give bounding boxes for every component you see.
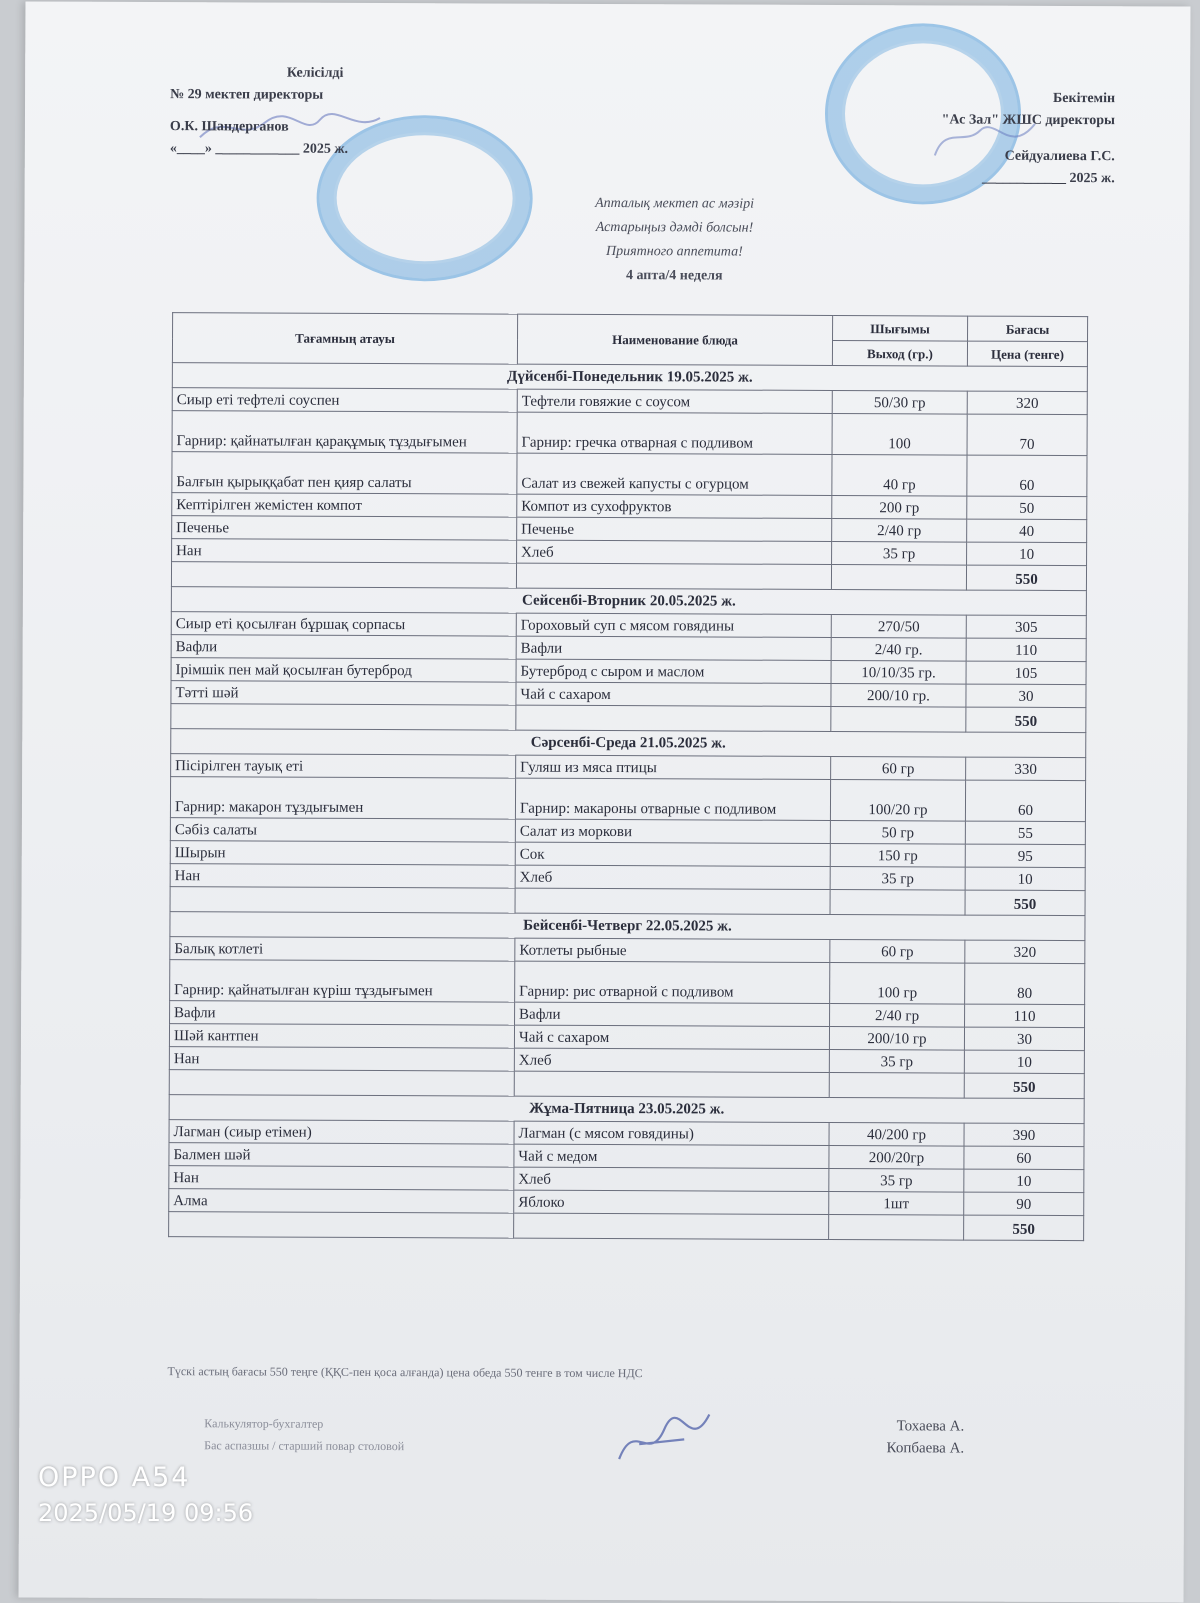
dish-yield: 100 гр — [830, 962, 965, 1004]
dish-yield: 35 гр — [832, 541, 967, 565]
dish-name-ru: Хлеб — [515, 865, 830, 889]
signer-role: Бас аспазшы / старший повар столовой — [204, 1438, 405, 1454]
dish-price: 60 — [967, 455, 1087, 497]
empty-cell — [829, 1214, 964, 1240]
dish-yield: 35 гр — [829, 1049, 964, 1073]
menu-table-body — [169, 363, 1088, 1241]
empty-cell — [169, 1212, 514, 1239]
day-title: Сәрсенбі-Среда 21.05.2025 ж. — [171, 729, 1086, 758]
approval-date-left: «____» ____________ 2025 ж. — [169, 141, 349, 157]
camera-model: OPPO A54 — [38, 1462, 191, 1493]
dish-name-ru: Чай с сахаром — [514, 1025, 829, 1049]
director-position-right: "Ас Зал" ЖШС директоры — [941, 112, 1116, 129]
dish-yield: 40/200 гр — [829, 1122, 964, 1146]
signer-row — [204, 1434, 964, 1459]
dish-yield: 200/10 гр — [829, 1026, 964, 1050]
dish-name-kz: Шырын — [170, 841, 515, 866]
dish-price: 60 — [964, 1146, 1084, 1170]
title-line-2: Астарыңыз дәмді болсын! — [595, 219, 754, 236]
dish-price: 70 — [967, 414, 1087, 456]
dish-yield: 35 гр — [829, 1168, 964, 1192]
dish-name-ru: Яблоко — [514, 1190, 829, 1214]
dish-name-ru: Котлеты рыбные — [515, 938, 830, 962]
empty-cell — [829, 1072, 964, 1098]
title-line-3: Приятного аппетита! — [606, 244, 743, 260]
menu-item-row — [170, 777, 1085, 822]
empty-cell — [171, 704, 516, 731]
day-total: 550 — [964, 1073, 1084, 1099]
dish-price: 10 — [965, 867, 1085, 891]
col-header-price-kz: Бағасы — [968, 316, 1088, 342]
approval-block-right — [825, 87, 1115, 190]
dish-name-kz: Балғын қырыққабат пен қияр салаты — [172, 452, 517, 495]
dish-name-kz: Гарнир: макарон тұздығымен — [170, 777, 515, 820]
dish-name-ru: Гороховый суп с мясом говядины — [516, 613, 831, 637]
dish-name-ru: Вафли — [516, 636, 831, 660]
dish-yield: 60 гр — [831, 756, 966, 780]
dish-yield: 2/40 гр. — [831, 637, 966, 661]
approval-block-left — [170, 62, 460, 161]
dish-name-kz: Балмен шәй — [169, 1143, 514, 1168]
camera-watermark — [38, 1462, 253, 1527]
menu-item-row — [170, 960, 1085, 1005]
dish-name-ru: Компот из сухофруктов — [517, 494, 832, 518]
dish-yield: 35 гр — [830, 866, 965, 890]
dish-name-ru: Хлеб — [517, 540, 832, 564]
menu-table — [168, 312, 1088, 1241]
title-line-1: Апталық мектеп ас мәзірі — [595, 195, 755, 212]
dish-price: 55 — [965, 821, 1085, 845]
dish-yield: 60 гр — [830, 939, 965, 963]
dish-price: 10 — [964, 1050, 1084, 1074]
dish-yield: 2/40 гр — [832, 518, 967, 542]
dish-name-ru: Гарнир: гречка отварная с подливом — [517, 412, 832, 454]
day-total: 550 — [965, 890, 1085, 916]
dish-price: 330 — [966, 757, 1086, 781]
dish-name-ru: Хлеб — [514, 1048, 829, 1072]
col-header-yield-ru: Выход (гр.) — [832, 340, 967, 366]
dish-name-kz: Сәбіз салаты — [170, 818, 515, 843]
dish-name-kz: Нан — [169, 1047, 514, 1072]
dish-price: 30 — [964, 1027, 1084, 1051]
photo-datetime: 2025/05/19 09:56 — [38, 1499, 254, 1527]
dish-price: 320 — [967, 391, 1087, 415]
signer-name: Копбаева А. — [886, 1440, 965, 1457]
dish-name-ru: Вафли — [515, 1002, 830, 1026]
dish-price: 110 — [966, 638, 1086, 662]
dish-price: 90 — [964, 1192, 1084, 1216]
dish-yield: 200 гр — [832, 495, 967, 519]
dish-name-ru: Тефтели говяжие с соусом — [517, 389, 832, 413]
dish-price: 50 — [967, 496, 1087, 520]
dish-price: 60 — [965, 780, 1085, 822]
empty-cell — [514, 1071, 829, 1097]
dish-name-kz: Лагман (сиыр етімен) — [169, 1120, 514, 1145]
empty-cell — [515, 888, 830, 914]
empty-cell — [516, 563, 831, 589]
dish-name-ru: Гуляш из мяса птицы — [516, 755, 831, 779]
dish-name-kz: Нан — [172, 539, 517, 564]
dish-name-ru: Бутерброд с сыром и маслом — [516, 659, 831, 683]
approval-date-right: ____________ 2025 ж. — [982, 170, 1115, 187]
signer-role: Калькулятор-бухгалтер — [204, 1416, 324, 1431]
col-header-price-ru: Цена (тенге) — [967, 341, 1087, 367]
director-name: О.К. Шандерганов — [169, 119, 289, 135]
dish-name-kz: Печенье — [172, 516, 517, 541]
dish-yield: 200/20гр — [829, 1145, 964, 1169]
empty-cell — [514, 1213, 829, 1239]
week-label: 4 апта/4 неделя — [625, 268, 723, 284]
dish-name-kz: Алма — [169, 1189, 514, 1214]
empty-cell — [830, 889, 965, 915]
signers-block — [204, 1412, 964, 1459]
dish-name-ru: Лагман (с мясом говядины) — [514, 1121, 829, 1145]
dish-yield: 150 гр — [830, 843, 965, 867]
dish-yield: 200/10 гр. — [831, 683, 966, 707]
director-position: № 29 мектеп директоры — [170, 87, 324, 103]
dish-yield: 50 гр — [830, 820, 965, 844]
day-title: Сейсенбі-Вторник 20.05.2025 ж. — [171, 587, 1086, 616]
dish-name-kz: Гарнир: қайнатылған қарақұмық тұздығымен — [172, 411, 517, 454]
dish-name-ru: Гарнир: рис отварной с подливом — [515, 961, 830, 1003]
dish-name-kz: Тәтті шәй — [171, 681, 516, 706]
dish-yield: 10/10/35 гр. — [831, 660, 966, 684]
dish-name-kz: Кептірілген жемістен компот — [172, 493, 517, 518]
dish-name-ru: Салат из моркови — [515, 819, 830, 843]
dish-name-kz: Ірімшік пен май қосылған бутерброд — [171, 658, 516, 683]
dish-name-ru: Сок — [515, 842, 830, 866]
dish-name-ru: Гарнир: макароны отварные с подливом — [515, 778, 830, 820]
approved-label: Бекітемін — [1053, 90, 1116, 107]
col-header-yield-kz: Шығымы — [833, 315, 968, 341]
day-total: 550 — [966, 565, 1086, 591]
dish-name-kz: Сиыр еті қосылған бұршақ сорпасы — [171, 612, 516, 637]
dish-price: 10 — [964, 1169, 1084, 1193]
dish-name-kz: Гарнир: қайнатылған күріш тұздығымен — [170, 960, 515, 1003]
dish-name-kz: Шәй кантпен — [169, 1024, 514, 1049]
dish-name-ru: Хлеб — [514, 1167, 829, 1191]
menu-title — [454, 191, 894, 289]
signer-name: Тохаева А. — [896, 1418, 965, 1435]
director-name-right: Сейдуалиева Г.С. — [1004, 148, 1115, 165]
dish-price: 30 — [966, 684, 1086, 708]
col-header-name-ru: Наименование блюда — [517, 314, 832, 365]
dish-price: 390 — [964, 1123, 1084, 1147]
dish-price: 80 — [965, 963, 1085, 1005]
empty-cell — [516, 705, 831, 731]
dish-yield: 1шт — [829, 1191, 964, 1215]
day-title: Жұма-Пятница 23.05.2025 ж. — [169, 1095, 1084, 1124]
day-title: Бейсенбі-Четверг 22.05.2025 ж. — [170, 912, 1085, 941]
dish-price: 105 — [966, 661, 1086, 685]
dish-yield: 50/30 гр — [832, 390, 967, 414]
empty-cell — [171, 562, 516, 589]
day-total-row — [169, 1212, 1084, 1241]
agreed-label: Келісілді — [286, 65, 344, 81]
dish-yield: 100 — [832, 413, 967, 455]
dish-name-ru: Салат из свежей капусты с огурцом — [517, 453, 832, 495]
dish-name-kz: Пісірілген тауық еті — [171, 754, 516, 779]
day-title: Дүйсенбі-Понедельник 19.05.2025 ж. — [172, 363, 1087, 392]
empty-cell — [170, 887, 515, 914]
dish-name-kz: Нан — [169, 1166, 514, 1191]
menu-item-row — [172, 452, 1087, 497]
document-page — [19, 1, 1191, 1602]
dish-price: 10 — [967, 542, 1087, 566]
dish-name-kz: Вафли — [170, 1001, 515, 1026]
dish-price: 40 — [967, 519, 1087, 543]
day-total: 550 — [964, 1215, 1084, 1241]
dish-price: 320 — [965, 940, 1085, 964]
dish-name-kz: Балық котлеті — [170, 937, 515, 962]
empty-cell — [831, 706, 966, 732]
dish-name-ru: Печенье — [517, 517, 832, 541]
menu-item-row — [172, 411, 1087, 456]
dish-name-ru: Чай с сахаром — [516, 682, 831, 706]
col-header-name-kz: Тағамның атауы — [172, 313, 517, 365]
dish-name-kz: Нан — [170, 864, 515, 889]
day-total: 550 — [966, 707, 1086, 733]
dish-yield: 100/20 гр — [830, 779, 965, 821]
dish-name-ru: Чай с медом — [514, 1144, 829, 1168]
dish-name-kz: Сиыр еті тефтелі соуспен — [172, 388, 517, 413]
dish-yield: 270/50 — [831, 614, 966, 638]
dish-price: 95 — [965, 844, 1085, 868]
dish-price: 305 — [966, 615, 1086, 639]
dish-yield: 2/40 гр — [830, 1003, 965, 1027]
dish-price: 110 — [965, 1004, 1085, 1028]
dish-yield: 40 гр — [832, 454, 967, 496]
dish-name-kz: Вафли — [171, 635, 516, 660]
empty-cell — [169, 1070, 514, 1097]
empty-cell — [831, 564, 966, 590]
price-footnote: Түскі астың бағасы 550 теңге (ҚҚС-пен қоса алғанда) цена обеда 550 тенге в том числе НДС — [167, 1364, 643, 1381]
